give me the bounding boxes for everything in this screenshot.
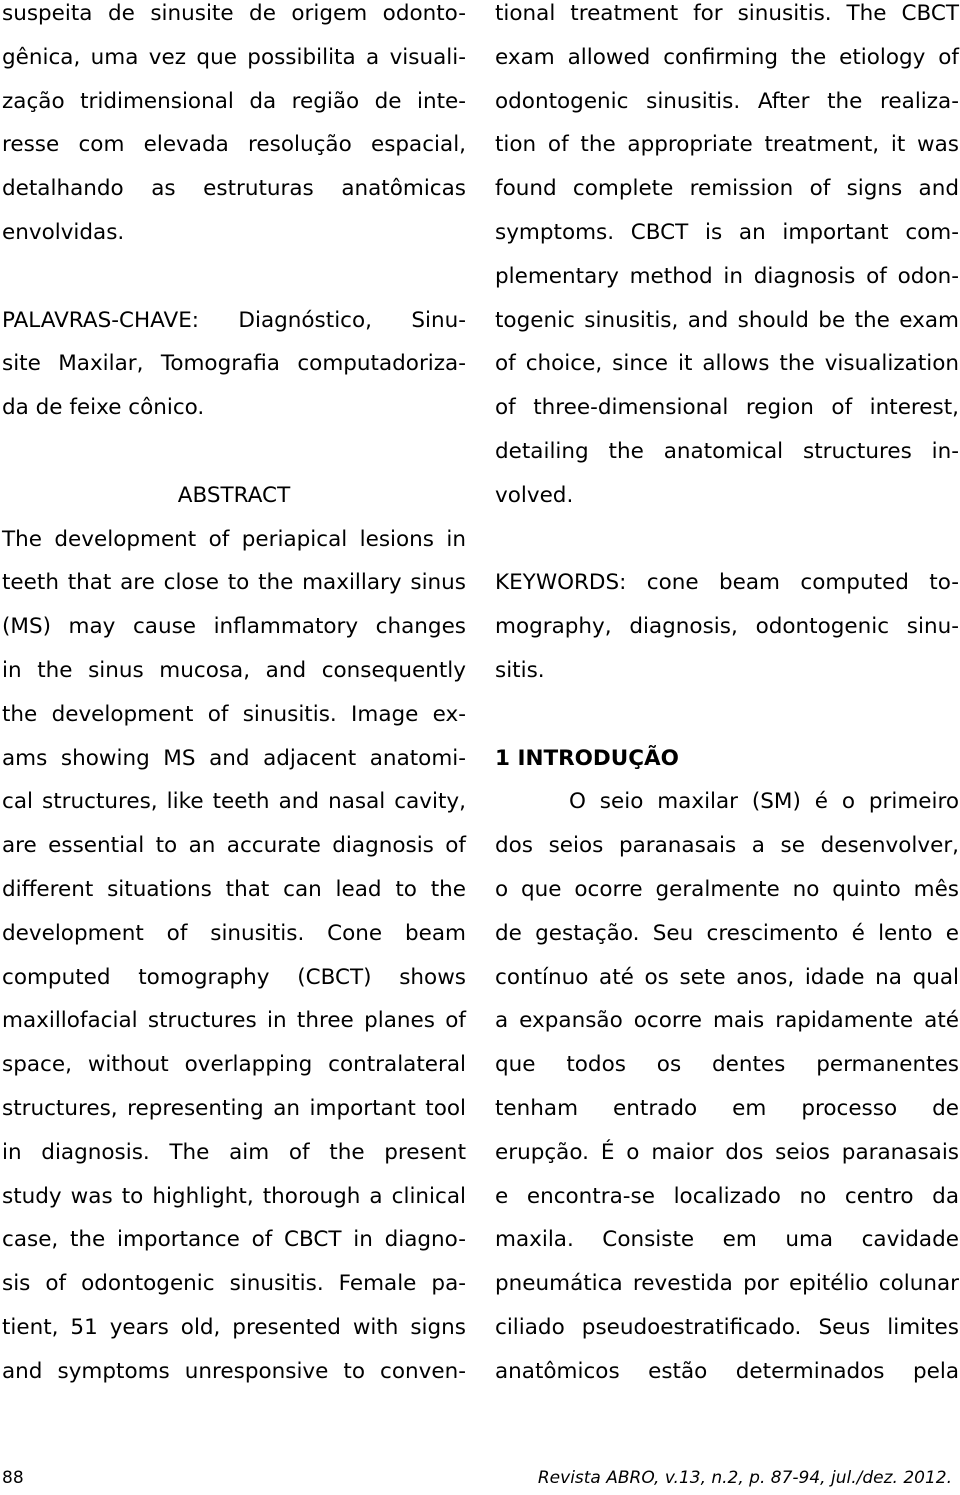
- text-line: e encontra-se localizado no centro da: [495, 1183, 959, 1209]
- paragraph-spacer: [495, 701, 959, 745]
- text-line: o que ocorre geralmente no quinto mês: [495, 876, 959, 902]
- text-line: volved.: [495, 482, 574, 508]
- palavras-chave-paragraph: [2, 307, 466, 438]
- text-line: development of sinusitis. Cone beam: [2, 920, 466, 946]
- text-line: de gestação. Seu crescimento é lento e: [495, 920, 959, 946]
- text-line: detalhando as estruturas anatômicas: [2, 176, 466, 202]
- text-line: site Maxilar, Tomografia computadoriza-: [2, 351, 466, 377]
- text-line: case, the importance of CBCT in diagno-: [2, 1227, 466, 1253]
- abstract-paragraph: [2, 526, 466, 1402]
- text-line: maxillofacial structures in three planes of: [2, 1008, 466, 1034]
- text-line: que todos os dentes permanentes: [495, 1052, 959, 1078]
- text-line: cal structures, like teeth and nasal cavity,: [2, 789, 466, 815]
- keywords-paragraph: [495, 569, 959, 700]
- text-line: maxila. Consiste em uma cavidade: [495, 1227, 959, 1253]
- text-line: and symptoms unresponsive to conven-: [2, 1358, 466, 1384]
- text-line: teeth that are close to the maxillary sinus: [2, 570, 466, 596]
- text-line: dos seios paranasais a se desenvolver,: [495, 833, 959, 859]
- abstract-continuation-paragraph: [495, 0, 959, 526]
- text-line: sitis.: [495, 657, 545, 683]
- resumo-paragraph: [2, 0, 466, 263]
- text-line: plementary method in diagnosis of odon-: [495, 263, 959, 289]
- text-line: in diagnosis. The aim of the present: [2, 1139, 466, 1165]
- journal-citation: Revista ABRO, v.13, n.2, p. 87-94, jul./dez. 2012.: [537, 1468, 952, 1488]
- paragraph-spacer: [2, 263, 466, 307]
- text-line: pneumática revestida por epitélio colunar: [495, 1271, 959, 1297]
- text-line: ciliado pseudoestratificado. Seus limites: [495, 1314, 959, 1340]
- text-line: of choice, since it allows the visualization: [495, 351, 959, 377]
- text-line: a expansão ocorre mais rapidamente até: [495, 1008, 959, 1034]
- text-line: computed tomography (CBCT) shows: [2, 964, 466, 990]
- introduction-heading: 1 INTRODUÇÃO: [495, 745, 679, 771]
- text-line: structures, representing an important tool: [2, 1095, 466, 1121]
- text-line: resse com elevada resolução espacial,: [2, 132, 466, 158]
- text-line: different situations that can lead to the: [2, 876, 466, 902]
- text-line: space, without overlapping contralateral: [2, 1052, 466, 1078]
- text-line: are essential to an accurate diagnosis of: [2, 833, 466, 859]
- text-line: ams showing MS and adjacent anatomi-: [2, 745, 466, 771]
- text-line: KEYWORDS: cone beam computed to-: [495, 570, 959, 596]
- page-number: 88: [2, 1468, 24, 1488]
- abstract-heading: ABSTRACT: [177, 482, 291, 508]
- text-line: the development of sinusitis. Image ex-: [2, 701, 466, 727]
- text-line: erupção. É o maior dos seios paranasais: [495, 1139, 959, 1165]
- text-line: mography, diagnosis, odontogenic sinu-: [495, 614, 959, 640]
- paragraph-spacer: [495, 526, 959, 570]
- text-line: tenham entrado em processo de: [495, 1095, 959, 1121]
- paragraph-spacer: [2, 438, 466, 482]
- text-line: exam allowed confirming the etiology of: [495, 44, 959, 70]
- text-line: study was to highlight, thorough a clinical: [2, 1183, 466, 1209]
- right-column: [495, 0, 959, 1402]
- text-line: detailing the anatomical structures in-: [495, 438, 959, 464]
- text-line: The development of periapical lesions in: [2, 526, 466, 552]
- text-line: envolvidas.: [2, 219, 125, 245]
- text-line: tient, 51 years old, presented with signs: [2, 1314, 466, 1340]
- text-line: zação tridimensional da região de inte-: [2, 88, 466, 114]
- text-line: odontogenic sinusitis. After the realiza-: [495, 88, 959, 114]
- text-line: tion of the appropriate treatment, it was: [495, 132, 959, 158]
- text-line: tional treatment for sinusitis. The CBCT: [495, 1, 959, 26]
- text-line: O seio maxilar (SM) é o primeiro: [569, 789, 959, 815]
- text-line: symptoms. CBCT is an important com-: [495, 219, 959, 245]
- text-line: of three-dimensional region of interest,: [495, 395, 959, 421]
- text-line: suspeita de sinusite de origem odonto-: [2, 1, 466, 26]
- text-line: in the sinus mucosa, and consequently: [2, 657, 466, 683]
- text-line: anatômicos estão determinados pela: [495, 1358, 959, 1384]
- text-line: (MS) may cause inflammatory changes: [2, 614, 466, 640]
- text-line: PALAVRAS-CHAVE: Diagnóstico, Sinu-: [2, 307, 466, 333]
- text-line: gênica, uma vez que possibilita a visuali-: [2, 44, 466, 70]
- text-line: sis of odontogenic sinusitis. Female pa-: [2, 1271, 466, 1297]
- text-line: contínuo até os sete anos, idade na qual: [495, 964, 959, 990]
- text-line: found complete remission of signs and: [495, 176, 959, 202]
- introduction-paragraph: [495, 788, 959, 1401]
- text-line: togenic sinusitis, and should be the exam: [495, 307, 959, 333]
- left-column: [2, 0, 466, 1402]
- text-line: da de feixe cônico.: [2, 395, 205, 421]
